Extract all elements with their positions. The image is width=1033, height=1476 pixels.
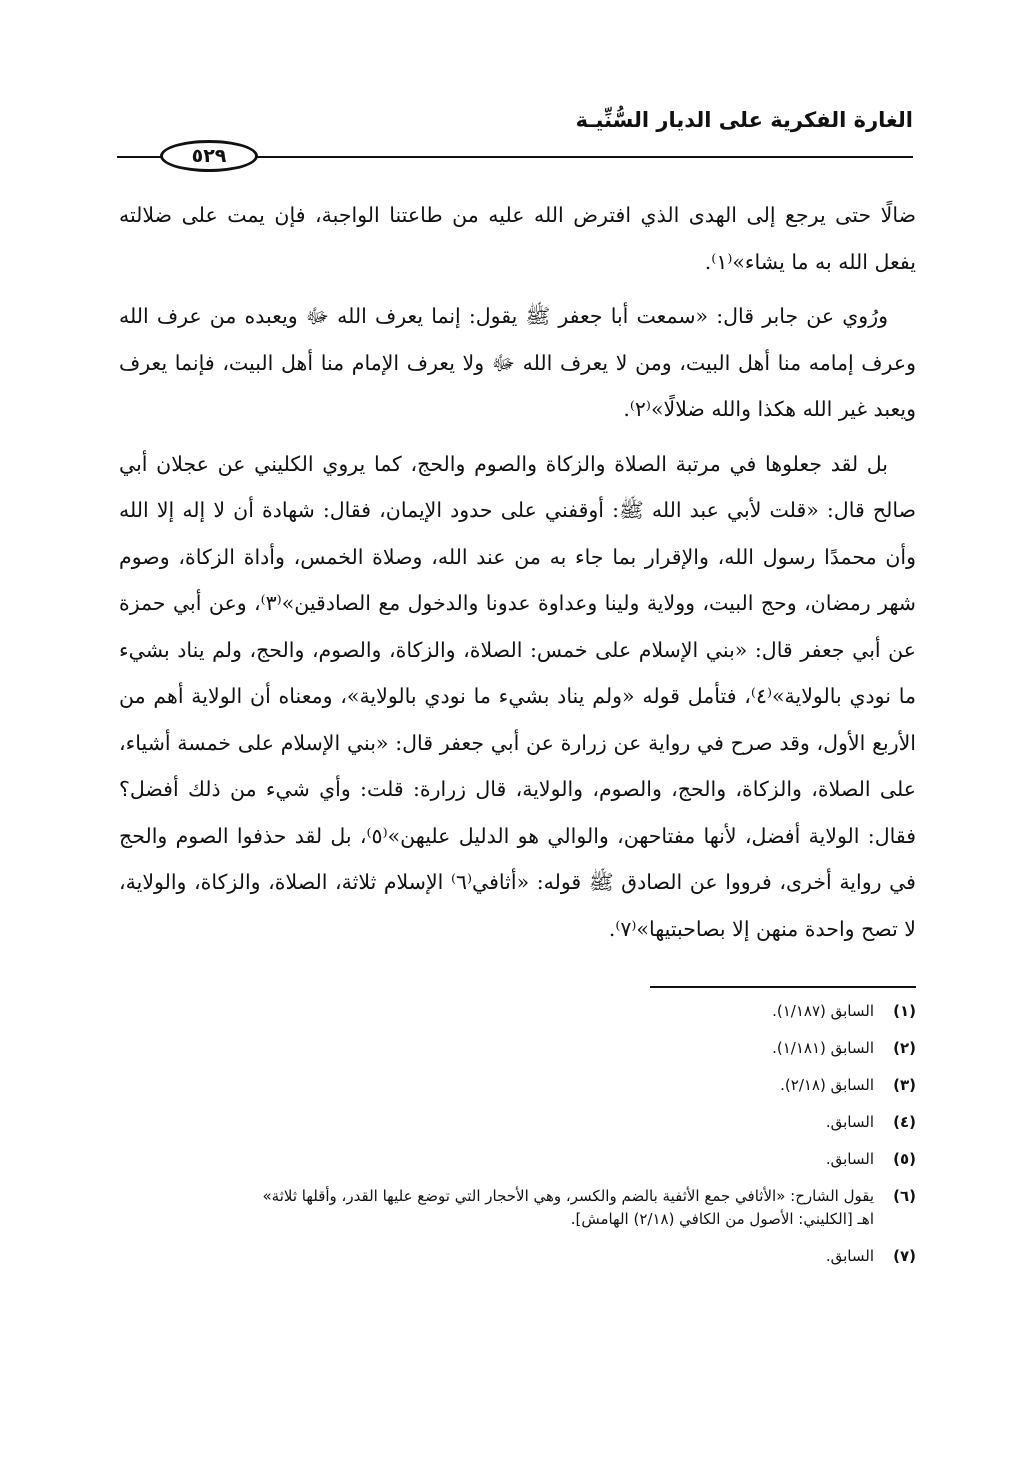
footnote-number: (٧) bbox=[893, 1247, 916, 1265]
page-number-badge bbox=[160, 140, 258, 172]
footnote-item bbox=[119, 1185, 916, 1231]
footnote-line: اهـ [الكليني: الأصول من الكافي (٢/١٨) الهامش]. bbox=[570, 1210, 874, 1228]
footnote-number: (١) bbox=[893, 1002, 916, 1020]
footnote-number: (٥) bbox=[893, 1150, 916, 1168]
footnote-line: السابق. bbox=[825, 1247, 874, 1265]
footnote-line: يقول الشارح: «الأثافي جمع الأثفية بالضم والكسر، وهي الأحجار التي توضع عليها القدر، وأقلها ثلاثة» bbox=[262, 1187, 874, 1205]
footnote-text bbox=[119, 1000, 874, 1023]
paragraph: بل لقد جعلوها في مرتبة الصلاة والزكاة والصوم والحج، كما يروي الكليني عن عجلان أبي صالح قال: «قلت لأبي عبد الله ﷺ: أوقفني على حدود الإيمان، فقال: شهادة أن لا إله إلا الله وأن محمدًا رسول الله، والإقرار بما جاء به من عند الله، وصلاة الخمس، وأداة الزكاة، وصوم شهر رمضان، وحج البيت، وولاية ولينا وعداوة عدونا والدخول مع الصادقين»⁽٣⁾، وعن أبي حمزة عن أبي جعفر قال: «بني الإسلام على خمس: الصلاة، والزكاة، والصوم، والحج، ولم يناد بشيء ما نودي بالولاية»⁽٤⁾، فتأمل قوله «ولم يناد بشيء ما نودي بالولاية»، ومعناه أن الولاية أهم من الأربع الأول، وقد صرح في رواية عن زرارة عن أبي جعفر قال: «بني الإسلام على خمسة أشياء، على الصلاة، والزكاة، والحج، والصوم، والولاية، قال زرارة: قلت: وأي شيء من ذلك أفضل؟ فقال: الولاية أفضل، لأنها مفتاحهن، والوالي هو الدليل عليهن»⁽٥⁾، بل لقد حذفوا الصوم والحج في رواية أخرى، فرووا عن الصادق ﷺ قوله: «أثافي⁽٦⁾ الإسلام ثلاثة، الصلاة، والزكاة، والولاية، لا تصح واحدة منهن إلا بصاحبتيها»⁽٧⁾. bbox=[119, 451, 917, 941]
footnote-text bbox=[119, 1148, 874, 1171]
footnote-number: (٢) bbox=[893, 1039, 916, 1057]
footnote-line: السابق (١/١٨٧). bbox=[772, 1002, 874, 1020]
main-text bbox=[119, 192, 916, 960]
paragraph: ضالًا حتى يرجع إلى الهدى الذي افترض الله عليه من طاعتنا الواجبة، فإن يمت على ضلالته يفعل الله به ما يشاء»⁽١⁾. bbox=[119, 203, 916, 274]
footnote-line: السابق. bbox=[825, 1150, 874, 1168]
footnote-line: السابق (١/١٨١). bbox=[772, 1039, 874, 1057]
footnote-number: (٦) bbox=[893, 1187, 916, 1205]
footnotes bbox=[119, 1000, 916, 1282]
footnote-text bbox=[119, 1245, 874, 1268]
footnote-text bbox=[119, 1074, 874, 1097]
footnote-text bbox=[119, 1185, 874, 1231]
footnote-number: (٣) bbox=[893, 1076, 916, 1094]
footnote-item bbox=[119, 1148, 916, 1171]
footnote-item bbox=[119, 1245, 916, 1268]
page-number: ٥٢٩ bbox=[191, 145, 227, 167]
footnote-item bbox=[119, 1000, 916, 1023]
footnote-line: السابق. bbox=[825, 1113, 874, 1131]
footnote-text bbox=[119, 1111, 874, 1134]
footnote-item bbox=[119, 1111, 916, 1134]
footnote-item bbox=[119, 1074, 916, 1097]
footnote-item bbox=[119, 1037, 916, 1060]
footnote-line: السابق (٢/١٨). bbox=[780, 1076, 874, 1094]
footnote-separator bbox=[650, 986, 916, 988]
paragraph: ورُوي عن جابر قال: «سمعت أبا جعفر ﷺ يقول: إنما يعرف الله ﷻ ويعبده من عرف الله وعرف إمامه منا أهل البيت، ومن لا يعرف الله ﷻ ولا يعرف الإمام منا أهل البيت، فإنما يعرف ويعبد غير الله هكذا والله ضلالًا»⁽٢⁾. bbox=[119, 304, 916, 421]
running-header-title: الغارة الفكرية على الديار السُّنِّيـة bbox=[575, 108, 913, 132]
footnote-text bbox=[119, 1037, 874, 1060]
footnote-number: (٤) bbox=[893, 1113, 916, 1131]
